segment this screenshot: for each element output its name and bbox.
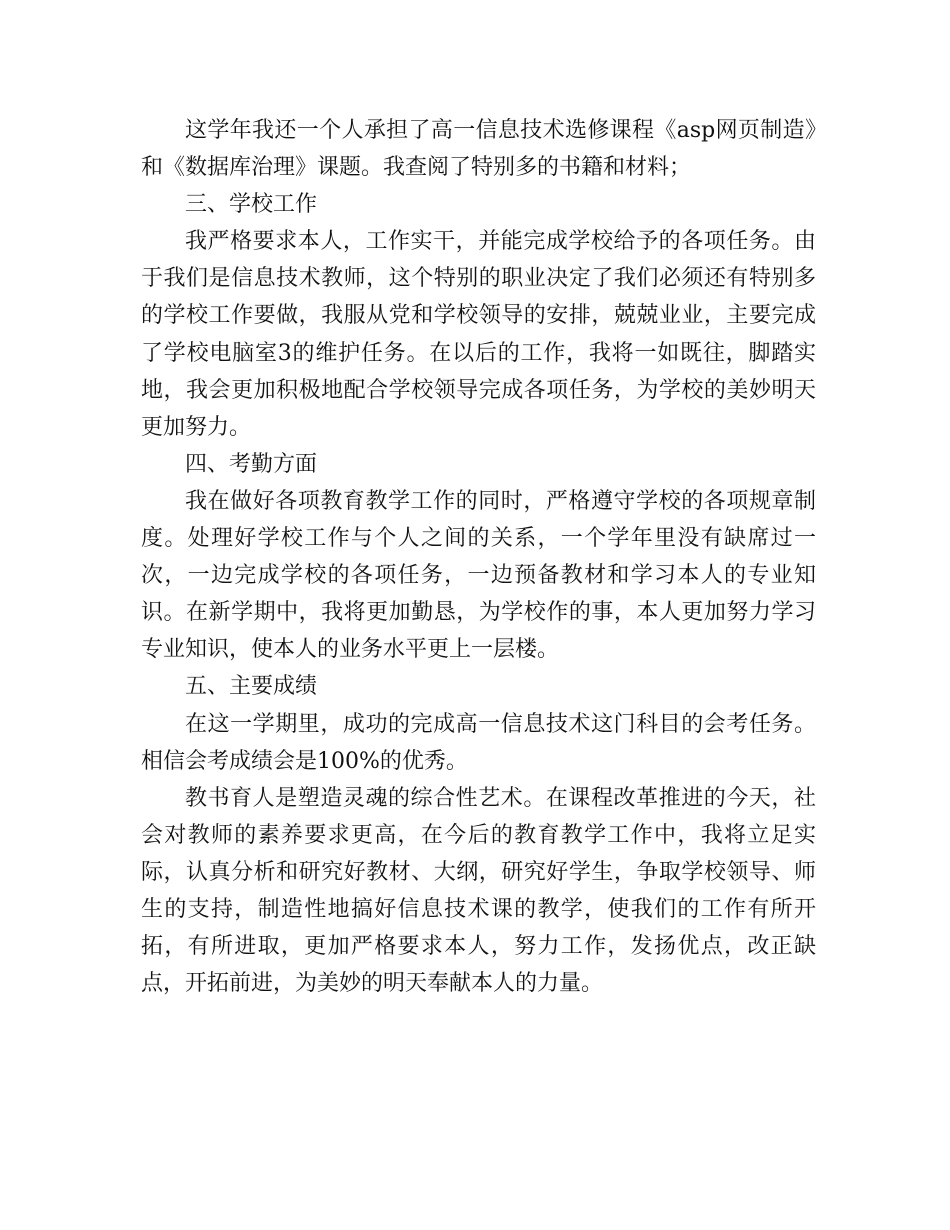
heading-school-work: 三、学校工作 — [185, 192, 318, 218]
paragraph-conclusion: 教书育人是塑造灵魂的综合性艺术。在课程改革推进的今天，社会对教师的素养要求更高，在今后的教育教学工作中，我将立足实际，认真分析和研究好教材、大纲，研究好学生，争取学校领导、师生的支持，制造性地搞好信息技术课的教学，使我们的工作有所开拓，有所进取，更加严格要求本人，努力工作，发扬优点，改正缺点，开拓前进，为美妙的明天奉献本人的力量。 — [141, 785, 816, 997]
heading-achievements: 五、主要成绩 — [185, 674, 318, 700]
paragraph-course-load: 这学年我还一个人承担了高一信息技术选修课程《asp网页制造》和《数据库治理》课题。我查阅了特别多的书籍和材料； — [141, 118, 816, 181]
heading-attendance: 四、考勤方面 — [185, 451, 318, 477]
paragraph-attendance: 我在做好各项教育教学工作的同时，严格遵守学校的各项规章制度。处理好学校工作与个人之间的关系，一个学年里没有缺席过一次，一边完成学校的各项任务，一边预备教材和学习本人的专业知识。在新学期中，我将更加勤恳，为学校作的事，本人更加努力学习专业知识，使本人的业务水平更上一层楼。 — [141, 488, 816, 663]
paragraph-school-work: 我严格要求本人，工作实干，并能完成学校给予的各项任务。由于我们是信息技术教师，这个特别的职业决定了我们必须还有特别多的学校工作要做，我服从党和学校领导的安排，兢兢业业，主要完成了学校电脑室3的维护任务。在以后的工作，我将一如既往，脚踏实地，我会更加积极地配合学校领导完成各项任务，为学校的美妙明天更加努力。 — [141, 229, 816, 440]
paragraph-achievements: 在这一学期里，成功的完成高一信息技术这门科目的会考任务。相信会考成绩会是100%的优秀。 — [141, 711, 816, 774]
document-body — [141, 112, 816, 1002]
